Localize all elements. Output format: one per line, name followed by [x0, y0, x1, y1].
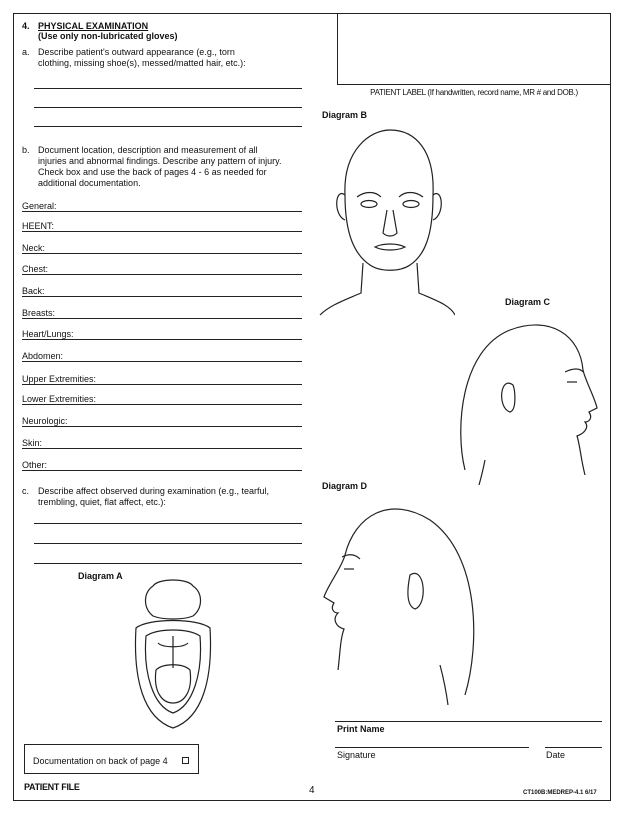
- item-b-line: injuries and abnormal findings. Describe any pattern of injury.: [38, 156, 282, 166]
- field-label: Neurologic:: [22, 416, 68, 426]
- patient-label-caption: PATIENT LABEL (If handwritten, record name, MR # and DOB.): [370, 88, 578, 97]
- field-label: Other:: [22, 460, 48, 470]
- field-line[interactable]: [22, 318, 302, 319]
- appearance-line[interactable]: [34, 107, 302, 108]
- date-label: Date: [546, 750, 566, 760]
- section-subtitle: (Use only non-lubricated gloves): [38, 31, 178, 41]
- item-a-text: Describe patient's outward appearance (e.g., torn: [38, 47, 235, 57]
- field-label: Heart/Lungs:: [22, 329, 74, 339]
- front-face-diagram: [315, 125, 455, 320]
- diagram-c-label: Diagram C: [505, 297, 551, 307]
- section-number: 4.: [22, 21, 30, 31]
- print-name-line[interactable]: [335, 721, 602, 722]
- section-title: PHYSICAL EXAMINATION: [38, 21, 149, 31]
- patient-label-box[interactable]: [337, 13, 611, 85]
- item-c-letter: c.: [22, 486, 30, 496]
- field-label: General:: [22, 201, 57, 211]
- diagram-b-label: Diagram B: [322, 110, 368, 120]
- documentation-label: Documentation on back of page 4: [33, 756, 168, 766]
- field-line[interactable]: [22, 384, 302, 385]
- diagram-d-label: Diagram D: [322, 481, 368, 491]
- footer-patient-file: PATIENT FILE: [24, 782, 80, 792]
- diagram-a-label: Diagram A: [78, 571, 123, 581]
- field-line[interactable]: [22, 361, 302, 362]
- field-label: Abdomen:: [22, 351, 64, 361]
- date-line[interactable]: [545, 747, 602, 748]
- field-line[interactable]: [22, 426, 302, 427]
- documentation-checkbox[interactable]: [182, 757, 189, 764]
- item-c-text: Describe affect observed during examination (e.g., tearful,: [38, 486, 269, 496]
- field-line[interactable]: [22, 211, 302, 212]
- field-label: Lower Extremities:: [22, 394, 97, 404]
- field-line[interactable]: [22, 470, 302, 471]
- appearance-line[interactable]: [34, 126, 302, 127]
- field-label: Breasts:: [22, 308, 56, 318]
- field-line[interactable]: [22, 404, 302, 405]
- print-name-label: Print Name: [337, 724, 385, 734]
- page-number: 4: [309, 785, 315, 796]
- field-line[interactable]: [22, 448, 302, 449]
- item-a-letter: a.: [22, 47, 30, 57]
- signature-line[interactable]: [335, 747, 529, 748]
- field-label: Skin:: [22, 438, 43, 448]
- field-label: HEENT:: [22, 221, 55, 231]
- field-line[interactable]: [22, 231, 302, 232]
- item-b-letter: b.: [22, 145, 30, 155]
- affect-line[interactable]: [34, 543, 302, 544]
- item-c-text: trembling, quiet, flat affect, etc.):: [38, 497, 166, 507]
- field-label: Neck:: [22, 243, 46, 253]
- field-line[interactable]: [22, 339, 302, 340]
- right-profile-diagram: [455, 310, 605, 485]
- field-label: Upper Extremities:: [22, 374, 97, 384]
- item-a-text: clothing, missing shoe(s), messed/matted hair, etc.):: [38, 58, 246, 68]
- affect-line[interactable]: [34, 523, 302, 524]
- item-b-line: Check box and use the back of pages 4 - 6 as needed for: [38, 167, 267, 177]
- signature-label: Signature: [337, 750, 376, 760]
- form-code: CT100B:MEDREP-4.1 6/17: [523, 790, 597, 796]
- field-label: Back:: [22, 286, 45, 296]
- field-label: Chest:: [22, 264, 49, 274]
- field-line[interactable]: [22, 253, 302, 254]
- field-line[interactable]: [22, 274, 302, 275]
- appearance-line[interactable]: [34, 88, 302, 89]
- item-b-line: Document location, description and measurement of all: [38, 145, 258, 155]
- left-profile-diagram: [320, 495, 480, 705]
- oral-cavity-diagram: [128, 578, 218, 736]
- item-b-line: additional documentation.: [38, 178, 141, 188]
- field-line[interactable]: [22, 296, 302, 297]
- affect-line[interactable]: [34, 563, 302, 564]
- item-b-text: [38, 145, 281, 189]
